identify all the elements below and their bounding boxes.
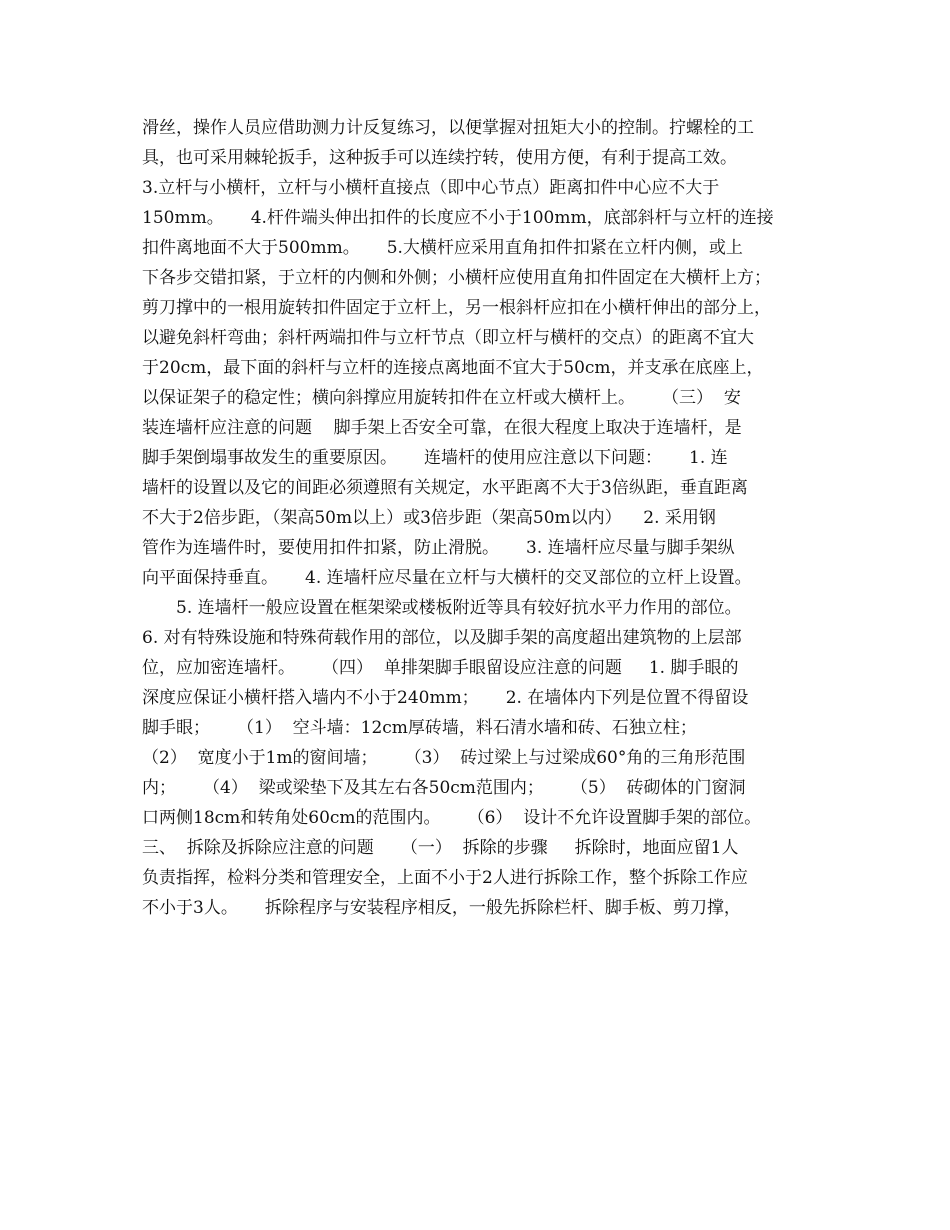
text-line: 5. 连墙杆一般应设置在框架梁或楼板附近等具有较好抗水平力作用的部位。 [176, 598, 742, 618]
text-line: 以保证架子的稳定性；横向斜撑应用旋转扣件在立杆或大横杆上。 （三） 安 [142, 388, 741, 408]
text-line: 3.立杆与小横杆，立杆与小横杆直接点（即中心节点）距离扣件中心应不大于 [142, 178, 720, 198]
text-line: 以避免斜杆弯曲；斜杆两端扣件与立杆节点（即立杆与横杆的交点）的距离不宜大 [142, 328, 754, 348]
text-line: 剪刀撑中的一根用旋转扣件固定于立杆上，另一根斜杆应扣在小横杆伸出的部分上， [142, 298, 771, 318]
text-line: 150mm。 4.杆件端头伸出扣件的长度应不小于100mm，底部斜杆与立杆的连接 [142, 208, 774, 228]
text-line: 位，应加密连墙杆。 （四） 单排架脚手眼留设应注意的问题 1. 脚手眼的 [142, 658, 739, 678]
text-line: 内； （4） 梁或梁垫下及其左右各50cm范围内； （5） 砖砌体的门窗洞 [142, 778, 746, 798]
text-line: 脚手架倒塌事故发生的重要原因。 连墙杆的使用应注意以下问题： 1. 连 [142, 448, 728, 468]
text-line: 负责指挥，检料分类和管理安全，上面不小于2人进行拆除工作，整个拆除工作应 [142, 868, 748, 888]
text-line: 墙杆的设置以及它的间距必须遵照有关规定，水平距离不大于3倍纵距，垂直距离 [142, 478, 748, 498]
text-line: 深度应保证小横杆搭入墙内不小于240mm； 2. 在墙体内下列是位置不得留设 [142, 688, 749, 708]
text-line: 具，也可采用棘轮扳手，这种扳手可以连续拧转，使用方便，有利于提高工效。 [142, 148, 737, 168]
text-line: 扣件离地面不大于500mm。 5.大横杆应采用直角扣件扣紧在立杆内侧，或上 [142, 238, 743, 258]
body-text [142, 113, 822, 923]
text-line: 口两侧18cm和转角处60cm的范围内。 （6） 设计不允许设置脚手架的部位。 [142, 808, 762, 828]
text-line: 不大于2倍步距，（架高50m以上）或3倍步距（架高50m以内） 2. 采用钢 [142, 508, 716, 528]
text-line: 三、 拆除及拆除应注意的问题 （一） 拆除的步骤 拆除时，地面应留1人 [142, 838, 739, 858]
text-line: 滑丝，操作人员应借助测力计反复练习，以便掌握对扭矩大小的控制。拧螺栓的工 [142, 118, 754, 138]
text-line: 6. 对有特殊设施和特殊荷载作用的部位，以及脚手架的高度超出建筑物的上层部 [142, 628, 742, 648]
text-line: 向平面保持垂直。 4. 连墙杆应尽量在立杆与大横杆的交叉部位的立杆上设置。 [142, 568, 752, 588]
text-line: 管作为连墙件时，要使用扣件扣紧，防止滑脱。 3. 连墙杆应尽量与脚手架纵 [142, 538, 735, 558]
text-line: （2） 宽度小于1m的窗间墙； （3） 砖过梁上与过梁成60°角的三角形范围 [142, 748, 746, 768]
text-line: 不小于3人。 拆除程序与安装程序相反，一般先拆除栏杆、脚手板、剪刀撑， [142, 898, 741, 918]
text-line: 装连墙杆应注意的问题 脚手架上否安全可靠，在很大程度上取决于连墙杆，是 [142, 418, 742, 438]
text-line: 下各步交错扣紧，于立杆的内侧和外侧；小横杆应使用直角扣件固定在大横杆上方； [142, 268, 771, 288]
text-line: 脚手眼； （1） 空斗墙：12cm厚砖墙，料石清水墙和砖、石独立柱； [142, 718, 697, 738]
text-line: 于20cm，最下面的斜杆与立杆的连接点离地面不宜大于50cm，并支承在底座上， [142, 358, 764, 378]
